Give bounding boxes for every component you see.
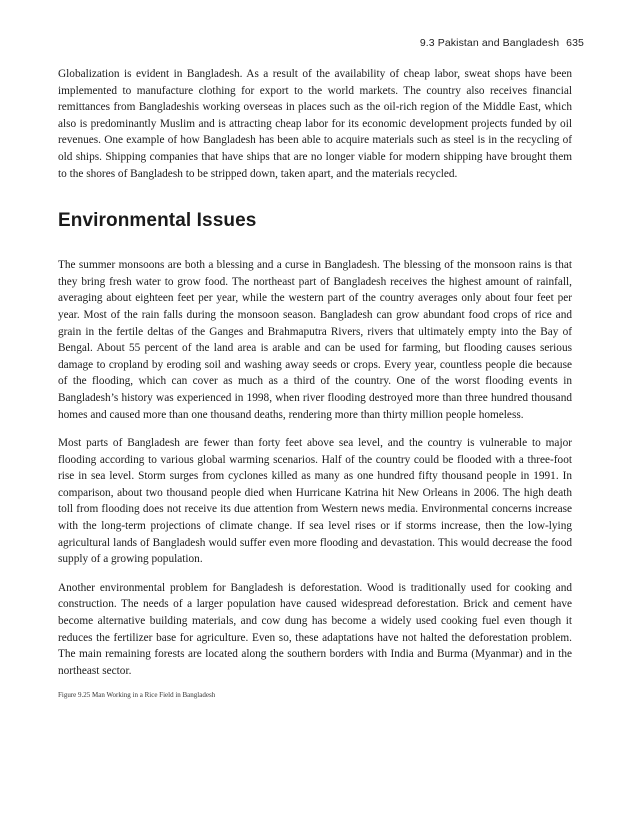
paragraph-deforestation: Another environmental problem for Bangladesh is deforestation. Wood is traditionally used for cooking and construction. The needs of a larger population have caused widespread deforestation. Brick and cement have become alternative building materials, and cow dung has become a widely used cooking fuel even though it reduces the fertilizer base for agriculture. Even so, these adaptations have not halted the deforestation problem. The main remaining forests are located along the southern borders with India and Burma (Myanmar) and in the northeast sector. [58,581,572,677]
header-section-title: 9.3 Pakistan and Bangladesh [419,37,560,49]
running-header [420,37,584,49]
paragraph-globalization: Globalization is evident in Bangladesh. As a result of the availability of cheap labor, sweat shops have been implemented to manufacture clothing for export to the world markets. The country also receives financial remittances from Bangladeshis working overseas in places such as the oil-rich region of the Middle East, which also is predominantly Muslim and is attracting cheap labor for its economic development projects funded by oil revenues. One example of how Bangladesh has been able to acquire materials such as steel is in the recycling of old ships. Shipping companies that have ships that are no longer viable for modern shipping have brought them to the shores of Bangladesh to be stripped down, taken apart, and the materials recycled. [58,68,572,180]
figure-caption: Figure 9.25 Man Working in a Rice Field in Bangladesh [58,691,216,700]
page-content [58,66,572,699]
paragraph-monsoons: The summer monsoons are both a blessing and a curse in Bangladesh. The blessing of the monsoon rains is that they bring fresh water to grow food. The northeast part of Bangladesh receives the highest amount of rainfall, averaging about eighteen feet per year, while the western part of the country averages only about four feet per year. Most of the rain falls during the monsoon season. Bangladesh can grow abundant food crops of rice and grain in the fertile deltas of the Ganges and Brahmaputra Rivers, rivers that ultimately empty into the Bay of Bengal. About 55 percent of the land area is arable and can be used for farming, but flooding causes serious damage to cropland by eroding soil and washing away seeds or crops. Every year, countless people die because of the flooding, which can cover as much as a third of the country. One of the worst flooding events in Bangladesh’s history was experienced in 1998, when river flooding destroyed more than three hundred thousand homes and caused more than one thousand deaths, rendering more than thirty million people homeless. [58,259,572,421]
section-heading: Environmental Issues [58,210,257,232]
page-number: 635 [566,37,584,49]
paragraph-sea-level: Most parts of Bangladesh are fewer than forty feet above sea level, and the country is vulnerable to major flooding according to various global warming scenarios. Half of the country could be flooded with a three-foot rise in sea level. Storm surges from cyclones killed as many as one hundred fifty thousand people in 1991. In comparison, about two thousand people died when Hurricane Katrina hit New Orleans in 2006. The high death toll from flooding does not receive its due attention from Western news media. Environmental concerns increase with the long-term projections of climate change. If sea level rises or if storms increase, then the low-lying agricultural lands of Bangladesh would suffer even more flooding and devastation. This would decrease the food supply of a growing population. [58,437,572,566]
